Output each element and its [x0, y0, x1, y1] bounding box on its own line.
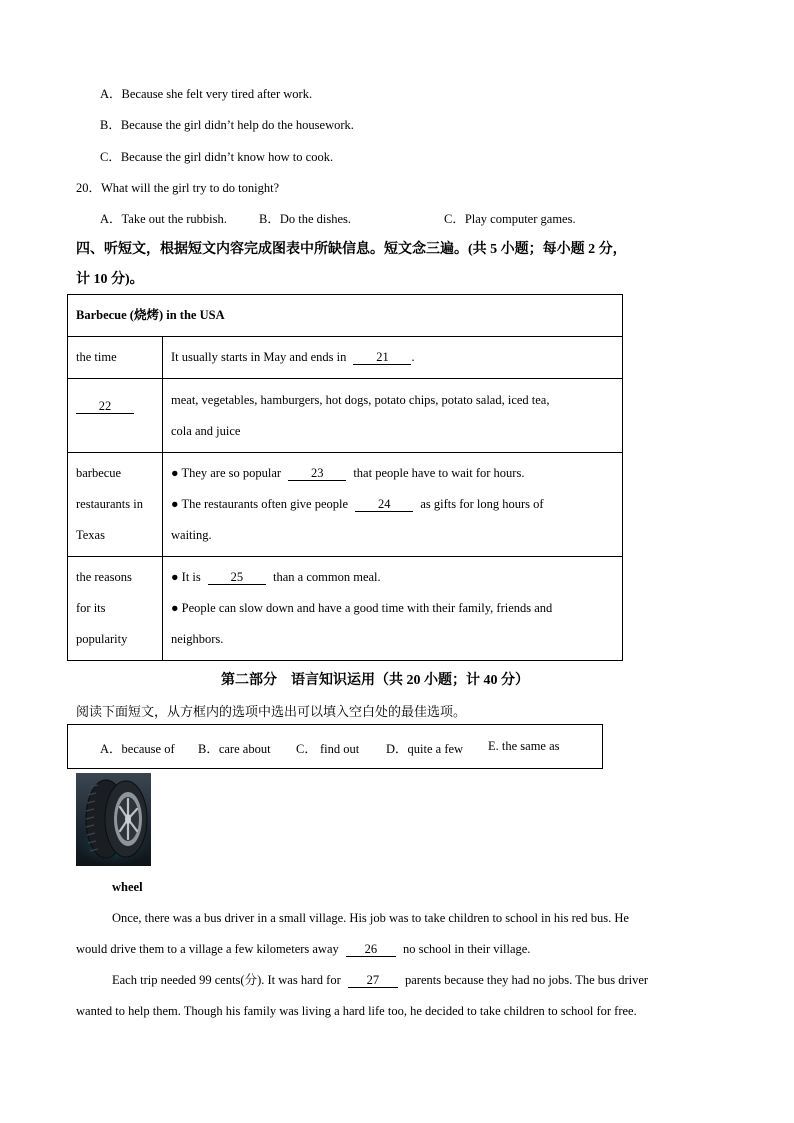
texas-b1-after: that people have to wait for hours. [353, 466, 525, 480]
texas-bullet-1 [171, 458, 614, 489]
texas-b2-after: as gifts for long hours of [420, 497, 544, 511]
reasons-b2-line1: ● People can slow down and have a good time with their family, friends and [171, 601, 553, 615]
passage-p1-line1: Once, there was a bus driver in a small village. His job was to take children to school in his red bus. He [112, 911, 629, 925]
blank-24: 24 [355, 497, 413, 512]
texas-b2-before: ● The restaurants often give people [171, 497, 349, 511]
q20-question: 20．What will the girl try to do tonight? [76, 181, 280, 195]
q20-option-b: B．Do the dishes. [259, 212, 352, 226]
option-a: A．because of [100, 742, 175, 756]
p2-l1-after: parents because they had no jobs. The bus driver [404, 973, 649, 987]
blank-22: 22 [76, 399, 134, 414]
row-reasons-content [163, 557, 623, 661]
texas-label-2: restaurants in [76, 497, 143, 511]
reasons-label-1: the reasons [76, 570, 132, 584]
texas-label-1: barbecue [76, 466, 122, 480]
blank-21: 21 [353, 350, 411, 365]
reasons-b1-after: than a common meal. [273, 570, 381, 584]
p1-l2-after: no school in their village. [403, 942, 531, 956]
blank-23: 23 [288, 466, 346, 481]
q20-option-a: A．Take out the rubbish. [100, 212, 227, 226]
option-d: D．quite a few [386, 742, 464, 756]
texas-label-3: Texas [76, 528, 105, 542]
part2-heading: 第二部分 语言知识运用（共 20 小题；计 40 分） [221, 673, 529, 688]
blank-27: 27 [348, 973, 398, 988]
image-caption: wheel [112, 880, 143, 894]
option-b: B．care about [198, 742, 271, 756]
blank-25: 25 [208, 570, 266, 585]
row-reasons-label [68, 557, 163, 661]
texas-b1-before: ● They are so popular [171, 466, 282, 480]
options-box [67, 724, 603, 769]
table-title: Barbecue (烧烤) in the USA [76, 308, 225, 322]
p2-l1-before: Each trip needed 99 cents(分). It was hard for [112, 973, 341, 987]
food-line-2: cola and juice [171, 424, 241, 438]
reasons-b2-line2: neighbors. [171, 632, 224, 646]
reasons-bullet-1 [171, 562, 614, 593]
food-line-1: meat, vegetables, hamburgers, hot dogs, potato chips, potato salad, iced tea, [171, 393, 550, 407]
q19-option-c: C．Because the girl didn’t know how to cook. [100, 150, 334, 164]
row-food-label [68, 379, 163, 453]
wheel-image [76, 773, 151, 866]
passage-p2-line2: wanted to help them. Though his family was living a hard life too, he decided to take children to school for free. [76, 1004, 637, 1018]
reasons-b1-before: ● It is [171, 570, 201, 584]
barbecue-info-table [67, 294, 623, 661]
passage-p2-line1 [76, 965, 718, 996]
reasons-label-3: popularity [76, 632, 128, 646]
row-time-label: the time [68, 337, 163, 379]
texas-bullet-2 [171, 489, 614, 520]
passage-p1-line2 [76, 934, 718, 965]
option-c: C． find out [296, 742, 360, 756]
row-texas-label [68, 453, 163, 557]
row-time-period: . [411, 350, 415, 364]
q20-option-c: C．Play computer games. [444, 212, 576, 226]
row-food-content [163, 379, 623, 453]
part2-instruction: 阅读下面短文，从方框内的选项中选出可以填入空白处的最佳选项。 [76, 704, 467, 719]
row-time-text: It usually starts in May and ends in [171, 350, 347, 364]
texas-b2-line2: waiting. [171, 528, 212, 542]
reasons-label-2: for its [76, 601, 106, 615]
section4-heading-line1: 四、听短文，根据短文内容完成图表中所缺信息。短文念三遍。(共 5 小题；每小题 2 分， [76, 242, 627, 257]
blank-26: 26 [346, 942, 396, 957]
section4-heading-line2: 计 10 分)。 [76, 272, 144, 287]
q19-option-a: A．Because she felt very tired after work. [100, 87, 313, 101]
row-time-content [163, 337, 623, 379]
passage [76, 903, 718, 1027]
p1-l2-before: would drive them to a village a few kilometers away [76, 942, 339, 956]
table-title-cell [68, 295, 623, 337]
q19-option-b: B．Because the girl didn’t help do the housework. [100, 118, 354, 132]
row-texas-content [163, 453, 623, 557]
option-e: E. the same as [488, 739, 560, 753]
